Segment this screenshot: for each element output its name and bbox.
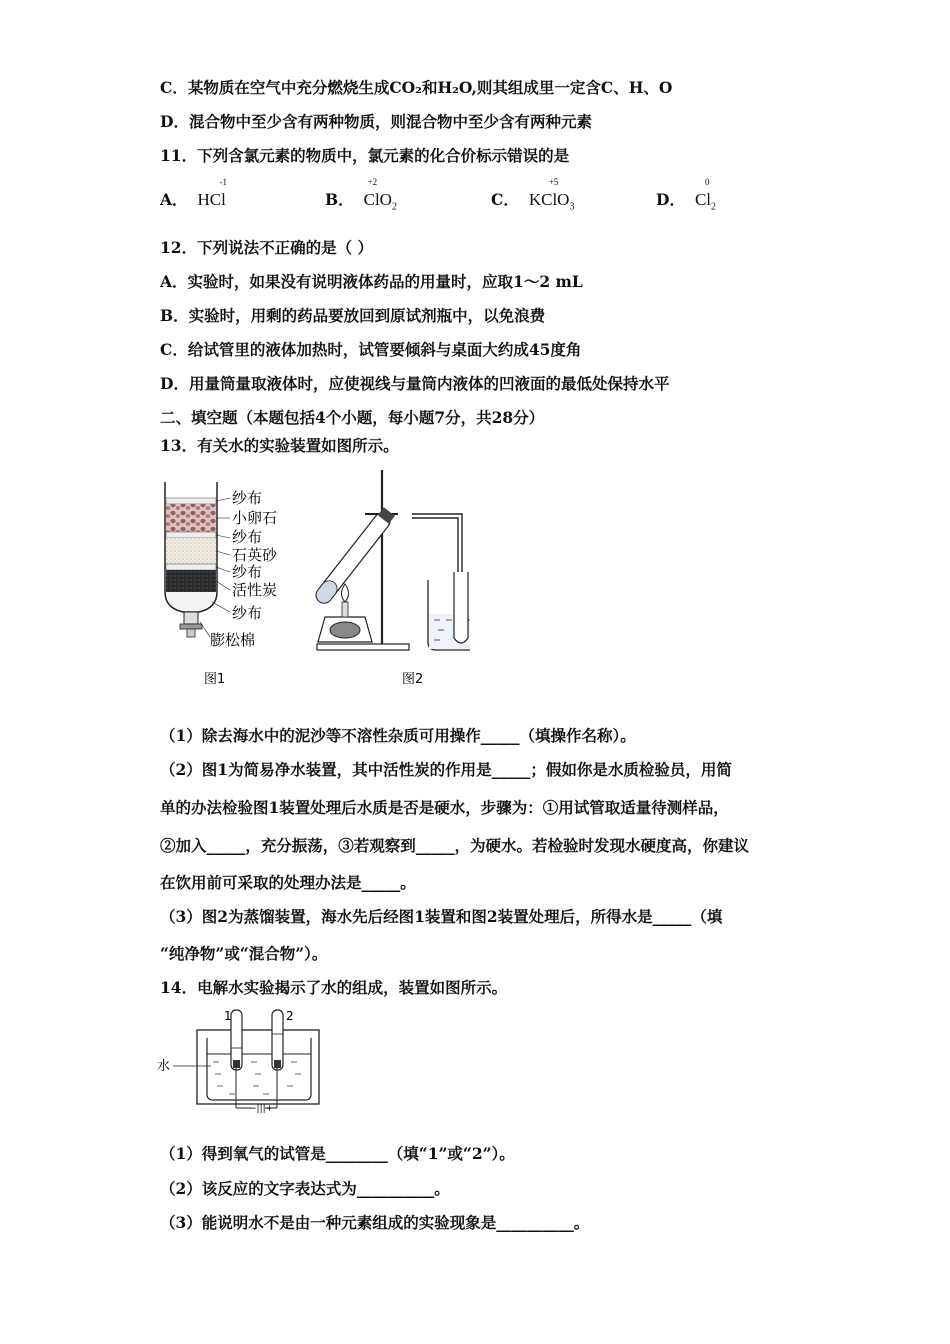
- q14-part3: （3）能说明水不是由一种元素组成的实验现象是__________。: [160, 1213, 590, 1232]
- q13-part2-line1: （2）图1为简易净水装置，其中活性炭的作用是_____；假如你是水质检验员，用简: [160, 760, 732, 779]
- q13-figures: [150, 462, 470, 694]
- fig2-caption: 图2: [402, 672, 424, 687]
- fig1-label-activated-carbon: 活性炭: [232, 581, 278, 599]
- q11-choice-a: A． -1 HCl: [160, 177, 228, 209]
- fig1-purifier: [165, 482, 278, 687]
- q13-part1: （1）除去海水中的泥沙等不溶性杂质可用操作_____（填操作名称）。: [160, 726, 636, 745]
- q14-stem: 14．电解水实验揭示了水的组成，装置如图所示。: [160, 978, 508, 997]
- q12-option-c: C．给试管里的液体加热时，试管要倾斜与桌面大约成45度角: [160, 340, 582, 359]
- q12-option-d: D．用量筒量取液体时，应使视线与量筒内液体的凹液面的最低处保持水平: [160, 374, 670, 393]
- tube-1-label: 1: [224, 1009, 232, 1023]
- q13-part2-line4: 在饮用前可采取的处理办法是_____。: [160, 873, 416, 892]
- q11-choice-b: B． +2 ClO$_2$: [325, 177, 397, 213]
- battery-symbol: −|||+: [249, 1104, 274, 1114]
- fig1-label-gauze-3: 纱布: [232, 563, 263, 581]
- q10-option-d: D．混合物中至少含有两种物质，则混合物中至少含有两种元素: [160, 112, 592, 131]
- q13-part2-line3: ②加入_____，充分振荡，③若观察到_____，为硬水。若检验时发现水硬度高，你建议: [160, 836, 750, 855]
- q11-choice-c: C． +5 KClO$_3$: [491, 177, 575, 213]
- section-2-title: 二、填空题（本题包括4个小题，每小题7分，共28分）: [160, 408, 545, 427]
- q13-stem: 13．有关水的实验装置如图所示。: [160, 436, 399, 455]
- q12-option-a: A．实验时，如果没有说明液体药品的用量时，应取1～2 mL: [160, 272, 583, 291]
- water-label: 水: [157, 1059, 171, 1074]
- q13-part3-line1: （3）图2为蒸馏装置，海水先后经图1装置和图2装置处理后，所得水是_____（填: [160, 907, 723, 926]
- fig1-label-quartz-sand: 石英砂: [232, 546, 278, 564]
- q14-electrolysis-figure: [155, 1004, 330, 1116]
- fig1-label-gauze-2: 纱布: [232, 528, 263, 546]
- q14-part2: （2）该反应的文字表达式为__________。: [160, 1179, 450, 1198]
- fig1-label-cotton: 膨松棉: [210, 631, 256, 649]
- fig1-caption: 图1: [204, 672, 226, 687]
- q11-stem: 11．下列含氯元素的物质中，氯元素的化合价标示错误的是: [160, 146, 570, 165]
- q12-stem: 12．下列说法不正确的是（ ）: [160, 238, 373, 257]
- q13-part3-line2: “纯净物”或“混合物”）。: [160, 944, 328, 963]
- fig1-label-gauze-1: 纱布: [232, 489, 263, 507]
- q14-part1: （1）得到氧气的试管是________（填“1”或“2”）。: [160, 1144, 515, 1163]
- tube-2-label: 2: [286, 1009, 294, 1023]
- q13-part2-line2: 单的办法检验图1装置处理后水质是否是硬水，步骤为：①用试管取适量待测样品，: [160, 798, 729, 817]
- fig2-distillation: [313, 470, 470, 687]
- q10-option-c: C．某物质在空气中充分燃烧生成CO₂和H₂O,则其组成里一定含C、H、O: [160, 78, 673, 97]
- q11-choice-d: D． 0 $Cl_2$: [656, 177, 717, 213]
- fig1-label-gauze-4: 纱布: [232, 604, 263, 622]
- q11-choices: [160, 177, 800, 218]
- q12-option-b: B．实验时，用剩的药品要放回到原试剂瓶中，以免浪费: [160, 306, 546, 325]
- fig1-label-pebbles: 小卵石: [232, 509, 278, 527]
